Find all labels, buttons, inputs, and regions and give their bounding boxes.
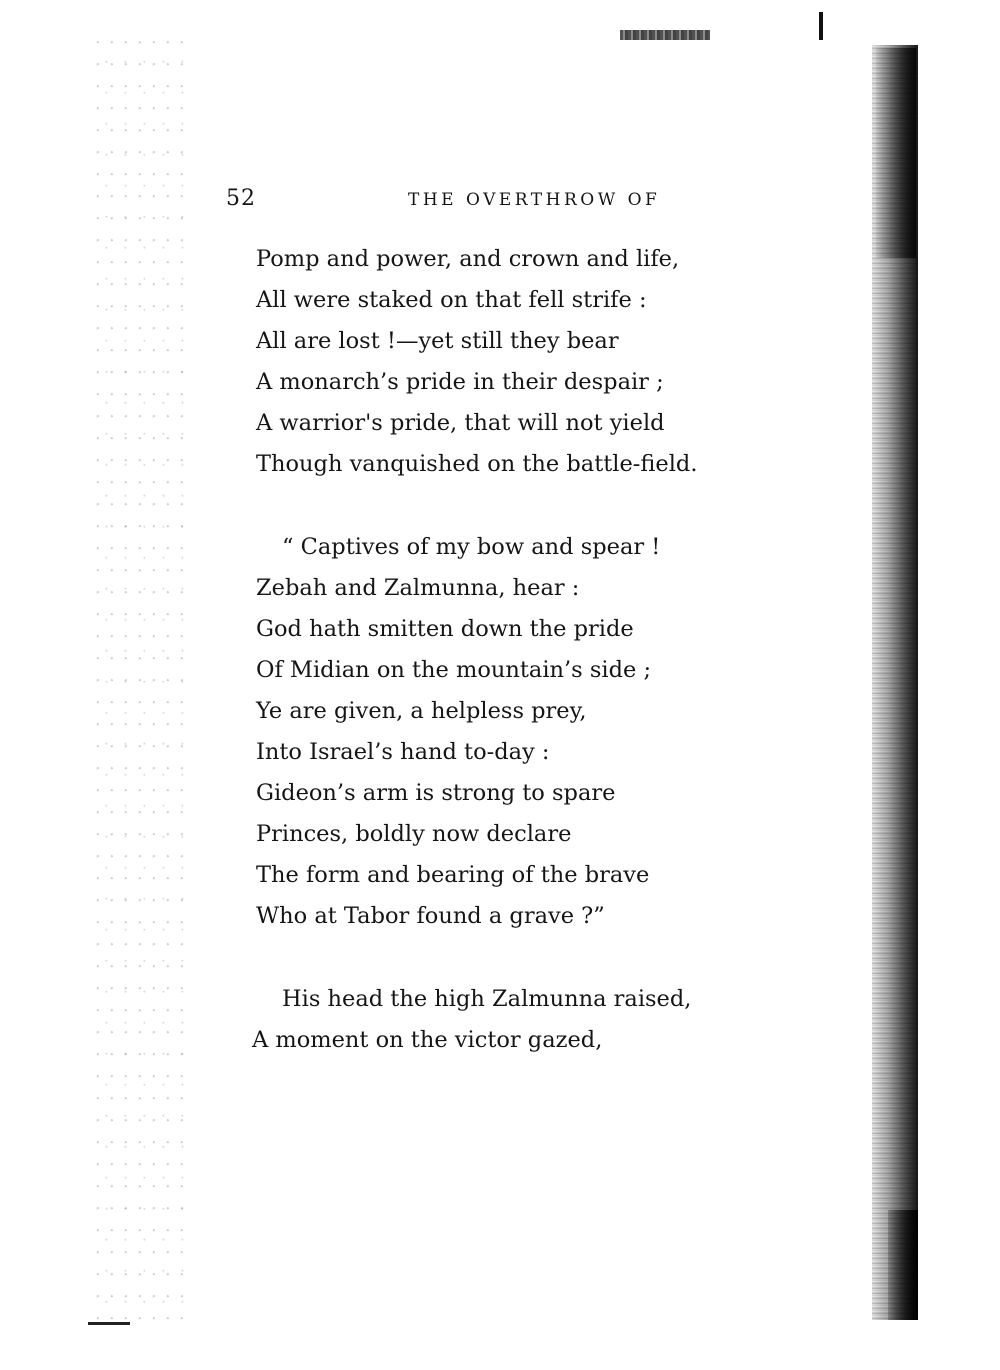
poem-line: Ye are given, a helpless prey, [256,698,587,724]
poem-line: “ Captives of my bow and spear ! [282,534,661,560]
poem-line: Though vanquished on the battle-field. [256,451,698,477]
scan-smudge [620,30,710,40]
poem-line: The form and bearing of the brave [256,862,650,888]
page-number: 52 [226,186,256,211]
poem-line: All were staked on that fell strife : [256,287,647,313]
poem-line: Into Israel’s hand to-day : [256,739,550,765]
poem-line: A monarch’s pride in their despair ; [256,369,664,395]
poem-line: Gideon’s arm is strong to spare [256,780,616,806]
page-edge-shadow-top [876,48,916,258]
poem-line: Pomp and power, and crown and life, [256,246,680,272]
poem-line: A warrior's pride, that will not yield [256,410,665,436]
page-edge-shadow-bottom [888,1210,918,1320]
scan-gutter-mark [88,1322,130,1325]
poem-line: God hath smitten down the pride [256,616,634,642]
poem-line: A moment on the victor gazed, [252,1027,603,1053]
scan-mark [819,12,823,40]
poem-line: Zebah and Zalmunna, hear : [256,575,580,601]
poem-line: All are lost !—yet still they bear [256,328,619,354]
running-head: THE OVERTHROW OF [408,190,661,210]
poem-line: Of Midian on the mountain’s side ; [256,657,652,683]
poem-line: Who at Tabor found a grave ?” [256,903,605,929]
poem-line: His head the high Zalmunna raised, [282,986,692,1012]
scan-gutter-noise [95,40,185,1330]
poem-line: Princes, boldly now declare [256,821,572,847]
